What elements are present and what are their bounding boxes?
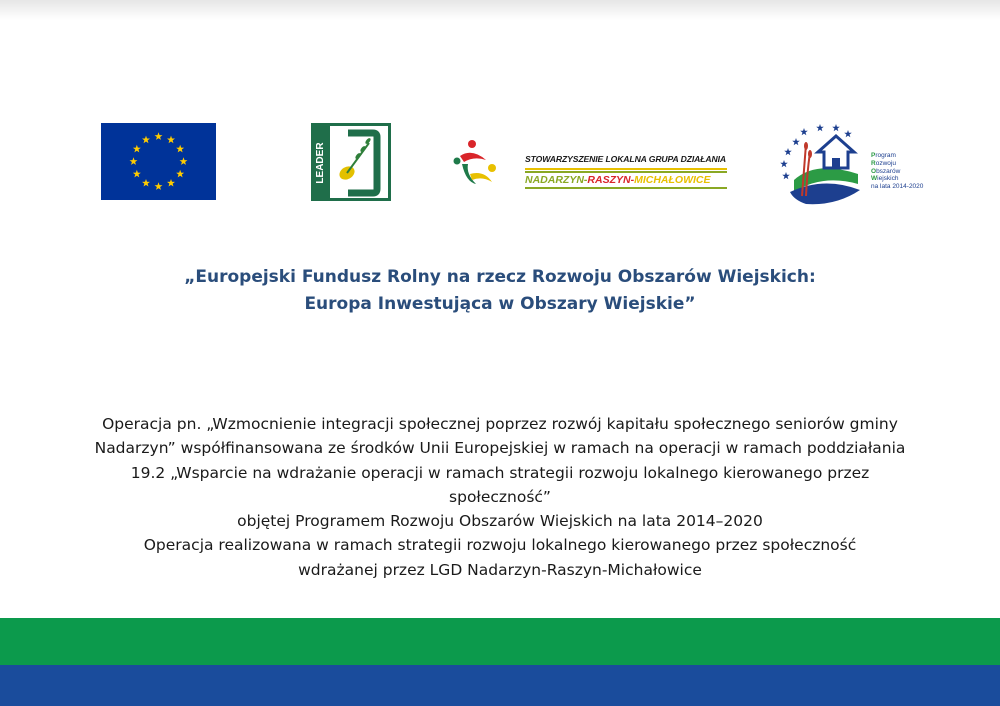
prow-star-icon: [784, 148, 792, 155]
lgd-name-michalowice: MICHAŁOWICE: [634, 174, 711, 186]
prow-years: na lata 2014-2020: [871, 183, 924, 191]
headline-line-2: Europa Inwestująca w Obszary Wiejskie”: [304, 294, 696, 314]
logo-row: [0, 118, 1000, 208]
prow-word-rozwoju: ozwoju: [875, 159, 896, 167]
headline: [0, 264, 1000, 318]
leader-logo-text: LEADER: [315, 142, 326, 184]
prow-star-icon: [792, 138, 800, 145]
prow-star-icon: [782, 172, 790, 179]
lgd-logo-line2: [525, 174, 711, 186]
prow-letter-r: R: [871, 159, 876, 167]
prow-star-icon: [800, 128, 808, 135]
lgd-name-raszyn: RASZYN-: [587, 174, 635, 186]
prow-letter-p: P: [871, 152, 876, 159]
prow-star-icon: [780, 160, 788, 167]
prow-logo: [776, 122, 924, 206]
eu-flag-logo: [101, 123, 216, 200]
prow-word-program: rogram: [875, 152, 896, 159]
prow-star-icon: [844, 130, 852, 137]
lgd-figures-icon: [452, 134, 522, 194]
prow-star-icon: [816, 124, 824, 131]
prow-word-obszarow: bszarów: [876, 167, 901, 175]
prow-logo-text: [871, 152, 923, 191]
description-line-4: społeczność”: [449, 487, 551, 506]
description-line-7: wdrażanej przez LGD Nadarzyn-Raszyn-Michałowice: [298, 560, 702, 579]
footer-band-green: [0, 618, 1000, 665]
description-line-1: Operacja pn. „Wzmocnienie integracji społecznej poprzez rozwój kapitału społecznego seniorów gminy: [102, 415, 898, 433]
description-line-2: Nadarzyn” współfinansowana ze środków Unii Europejskiej w ramach na operacji w ramach poddziałania: [94, 439, 906, 458]
headline-line-1: „Europejski Fundusz Rolny na rzecz Rozwoju Obszarów Wiejskich:: [184, 267, 816, 287]
prow-star-icon: [832, 124, 840, 131]
description-line-3: 19.2 „Wsparcie na wdrażanie operacji w ramach strategii rozwoju lokalnego kierowanego przez: [130, 463, 870, 482]
prow-emblem-icon: [776, 122, 868, 206]
lgd-logo-line1: STOWARZYSZENIE LOKALNA GRUPA DZIAŁANIA: [525, 154, 727, 164]
prow-letter-w: W: [871, 175, 878, 183]
description-line-5: objętej Programem Rozwoju Obszarów Wiejskich na lata 2014–2020: [237, 512, 763, 531]
lgd-divider-yellow: [525, 168, 727, 170]
top-shadow: [0, 0, 1000, 20]
footer-band-blue: [0, 665, 1000, 706]
operation-description: [60, 412, 940, 582]
lgd-divider-green: [525, 171, 727, 173]
description-line-6: Operacja realizowana w ramach strategii rozwoju lokalnego kierowanego przez społeczność: [143, 536, 857, 555]
prow-word-wiejskich: iejskich: [877, 175, 899, 183]
lgd-logo: [452, 134, 742, 194]
lgd-name-nadarzyn: NADARZYN-: [525, 174, 588, 186]
prow-letter-o: O: [871, 167, 877, 175]
leader-logo: [311, 123, 391, 201]
lgd-divider-bottom: [525, 187, 727, 189]
